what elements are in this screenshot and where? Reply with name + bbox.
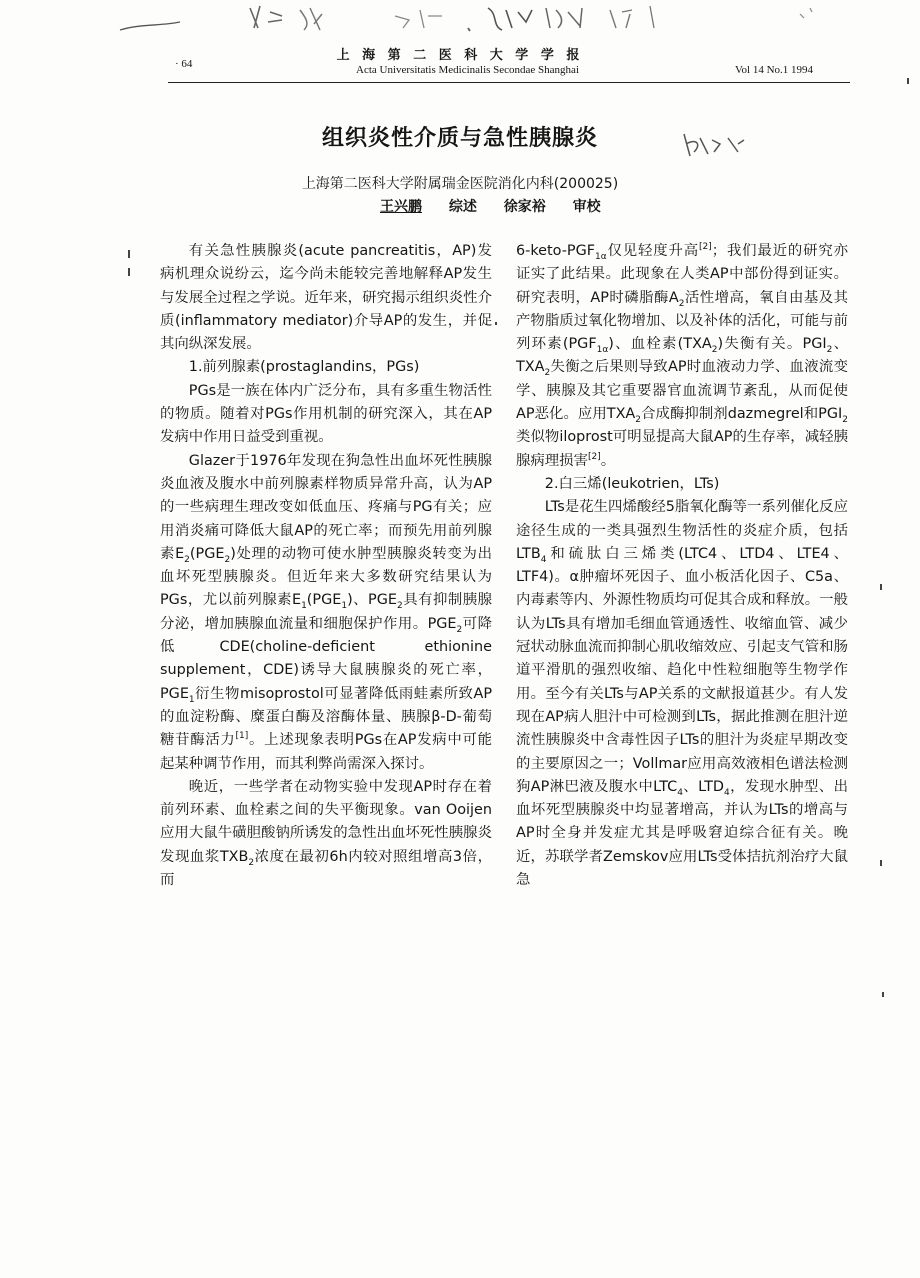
scan-speck (128, 250, 130, 258)
citation-ref-2: [2] (698, 242, 712, 253)
handwritten-scribble (110, 0, 830, 38)
paragraph: PGs是一族在体内广泛分布，具有多重生物活性的物质。随着对PGs作用机制的研究深入，其在AP发病中作用日益受到重视。 (160, 382, 492, 446)
handwritten-annotation (676, 124, 756, 164)
page-number: · 64 (175, 58, 193, 70)
author-role: 综述 (448, 199, 477, 215)
left-column (160, 240, 492, 892)
author-name: 王兴鹏 (380, 199, 422, 215)
citation-ref-2b: [2] (587, 451, 601, 462)
volume-info: Vol 14 No.1 1994 (735, 64, 814, 76)
scan-speck (882, 992, 884, 997)
paragraph-glazer: Glazer于1976年发现在狗急性出血坏死性胰腺炎血液及腹水中前列腺素样物质异常升高，认为AP的一些病理生理改变如低血压、疼痛与PG有关；应用消炎痛可降低大鼠AP的死亡率；而预先用前列腺素$E_2(PGE_2)$处理的动物可使水肿型胰腺炎转变为出血坏死型胰腺炎。但近年来大多数研究结果认为PGs，尤以前列腺素$E_1(PGE_1)$、$PGE_2$具有抑制胰腺分泌，增加胰腺血流量和细胞保护作用。$PGE_2$可降低CDE(choline-deficient ethionine supplement，CDE)诱导大鼠胰腺炎的死亡率，$PGE_1$衍生物misoprostol可显著降低雨蛙素所致AP的血淀粉酶、糜蛋白酶及溶酶体量、胰腺β-D-葡萄糖苷酶活力[1]。上述现象表明PGs在AP发病中可能起某种调节作用，而其利弊尚需深入探讨。 (160, 452, 492, 772)
journal-title-en: Acta Universitatis Medicinalis Secondae Shanghai (356, 64, 579, 76)
article-title: 组织炎性介质与急性胰腺炎 (321, 126, 598, 151)
section-heading-prostaglandins: 1.前列腺素(prostaglandins，PGs) (188, 359, 420, 376)
scan-speck (495, 322, 497, 325)
header-rule (168, 82, 850, 83)
paragraph-continued: $6-keto-PGF_{1\alpha}$仅见轻度升高[2]；我们最近的研究亦证实了此结果。此现象在人类AP中部份得到证实。研究表明，AP时磷脂酶$A_2$活性增高，氧自由基及其产物脂质过氧化物增加、以及补体的活化，可能与前列环素$(PGF_{1\alpha})$、血栓素$(TXA_2)$失衡有关。$PGI_2$、$TXA_2$失衡之后果则导致AP时血液动力学、血液流变学、胰腺及其它重要器官血流调节紊乱，从而促使AP恶化。应用$TXA_2$合成酶抑制剂dazmegrel和$PGI_2$类似物iloprost可明显提高大鼠AP的生存率，减轻胰腺病理损害[2]。 (516, 242, 848, 469)
scan-speck (880, 584, 882, 590)
right-column (516, 240, 848, 892)
citation-ref-1: [1] (235, 731, 249, 742)
scan-speck (880, 860, 882, 866)
affiliation: 上海第二医科大学附属瑞金医院消化内科(200025) (301, 176, 619, 192)
scan-speck (907, 78, 909, 84)
reviewer-role: 审校 (572, 199, 601, 215)
paragraph-lts: LTs是花生四烯酸经5脂氧化酶等一系列催化反应途径生成的一类具强烈生物活性的炎症介质，包括$LTB_4$和硫肽白三烯类(LTC4、LTD4、LTE4、LTF4)。α肿瘤坏死因子、血小板活化因子、C5a、内毒素等内、外源性物质均可促其合成和释放。一般认为LTs具有增加毛细血管通透性、收缩血管、减少冠状动脉血流而抑制心肌收缩效应、引起支气管和肠道平滑肌的强烈收缩、趋化中性粒细胞等生物学作用。至今有关LTs与AP关系的文献报道甚少。有人发现在AP病人胆汁中可检测到LTs，据此推测在胆汁逆流性胰腺炎中含毒性因子LTs的胆汁为炎症早期改变的主要原因之一；Vollmar应用高效液相色谱法检测狗AP淋巴液及腹水中$LTC_4$、$LTD_4$，发现水肿型、出血坏死型胰腺炎中均显著增高，并认为LTs的增高与AP时全身并发症尤其是呼吸窘迫综合征有关。晚近，苏联学者Zemskov应用LTs受体拮抗剂治疗大鼠急 (516, 499, 848, 889)
paragraph-van-ooijen: 晚近，一些学者在动物实验中发现AP时存在着前列环素、血栓素之间的失平衡现象。van Ooijen应用大鼠牛磺胆酸钠所诱发的急性出血坏死性胰腺炎发现血浆$TXB_2$浓度在最初6h内较对照组增高3倍，而 (160, 778, 492, 889)
intro-paragraph: 有关急性胰腺炎(acute pancreatitis，AP)发病机理众说纷云，迄今尚未能较完善地解释AP发生与发展全过程之学说。近年来，研究揭示组织炎性介质(inflammatory mediator)介导AP的发生，并促其向纵深发展。 (160, 243, 492, 353)
reviewer-name: 徐家裕 (503, 199, 546, 215)
author-line (380, 196, 615, 216)
journal-title-cn: 上 海 第 二 医 科 大 学 学 报 (336, 48, 584, 63)
scan-speck (128, 268, 130, 276)
section-heading-leukotrienes: 2.白三烯(leukotrien，LTs) (544, 475, 720, 492)
